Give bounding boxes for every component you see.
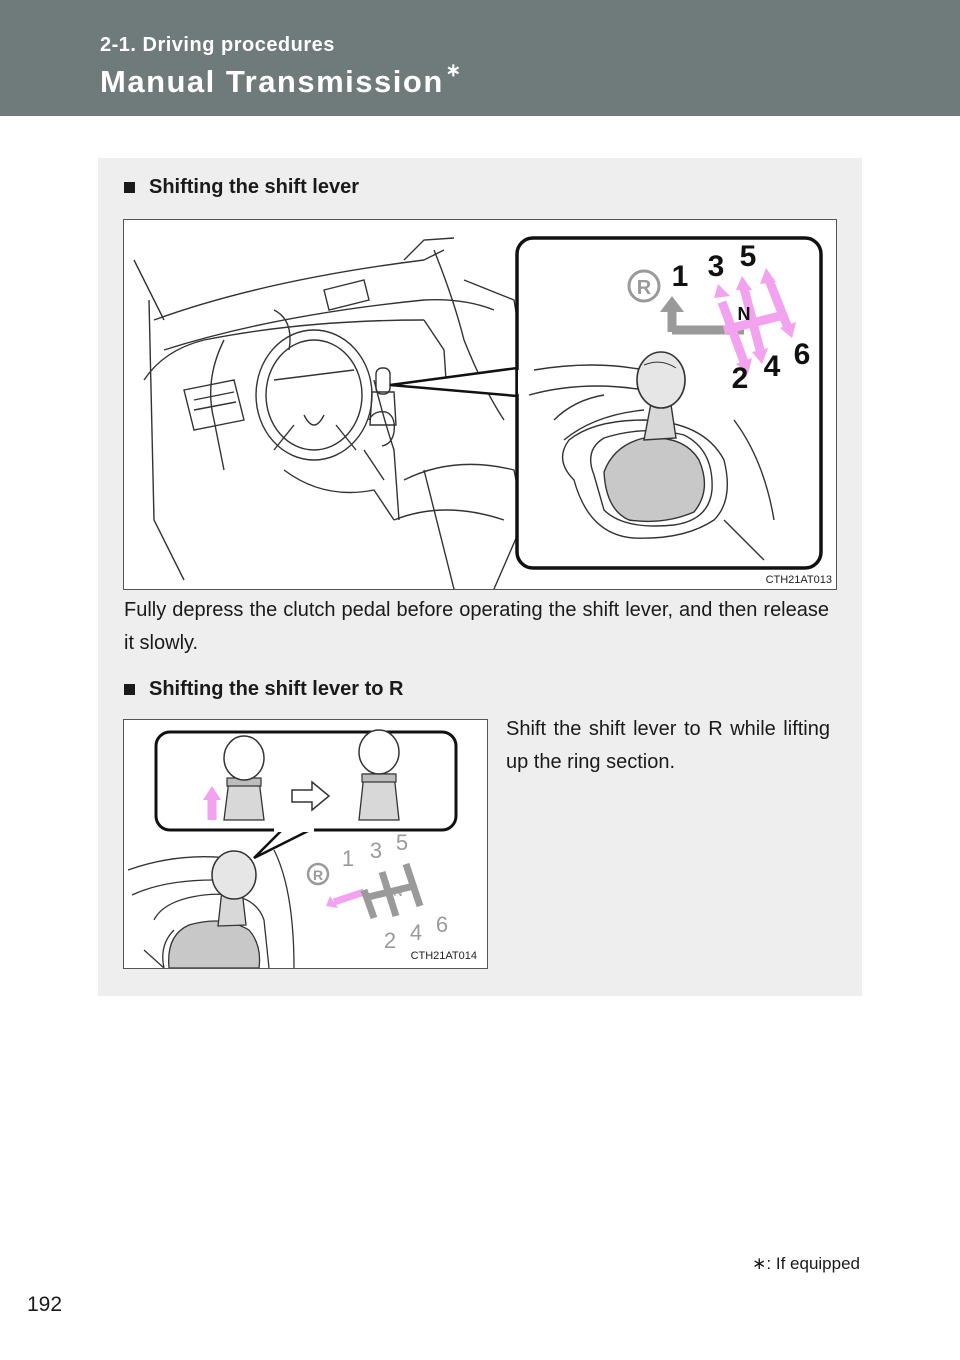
gear-4-label: 4	[763, 350, 781, 383]
figure-code: CTH21AT013	[765, 574, 832, 586]
gear-5-label: 5	[739, 240, 757, 273]
footnote: ∗: If equipped	[752, 1254, 860, 1273]
gear-1-label-2: 1	[341, 846, 355, 871]
instruction-text-2: Shift the shift lever to R while lifting up the ring section.	[506, 718, 830, 773]
figure-shift-lever	[123, 219, 837, 590]
gear-r-label-2: R	[312, 867, 324, 883]
gear-3-label: 3	[707, 250, 725, 283]
section-label: 2-1. Driving procedures	[100, 34, 335, 56]
gear-4-label-2: 4	[409, 920, 423, 945]
page-title-text: Manual Transmission	[100, 64, 444, 99]
gear-r-label: R	[636, 277, 652, 299]
subheading-shift-to-r	[124, 678, 403, 701]
square-bullet-icon	[124, 182, 135, 193]
subheading-shifting-text: Shifting the shift lever	[149, 176, 360, 198]
gear-2-label-2: 2	[383, 928, 397, 953]
gear-n-label: N	[737, 304, 751, 324]
gear-2-label: 2	[731, 362, 749, 395]
page-number: 192	[27, 1293, 63, 1316]
gear-6-label: 6	[793, 338, 811, 371]
gear-1-label: 1	[671, 260, 689, 293]
title-mark: ∗	[445, 60, 463, 80]
gear-5-label-2: 5	[395, 830, 409, 855]
figure-shift-to-r	[123, 719, 488, 969]
gear-6-label-2: 6	[435, 912, 449, 937]
subheading-shifting	[124, 176, 359, 199]
shift-to-r-illustration	[124, 720, 487, 968]
figure-code-2: CTH21AT014	[410, 950, 477, 962]
square-bullet-icon	[124, 684, 135, 695]
page-header	[0, 0, 960, 116]
gear-n-label-2: N	[393, 884, 403, 899]
gear-3-label-2: 3	[369, 838, 383, 863]
page-title	[100, 60, 463, 100]
instruction-text: Fully depress the clutch pedal before operating the shift lever, and then release it slowly.	[124, 599, 829, 654]
subheading-shift-to-r-text: Shifting the shift lever to R	[149, 678, 404, 700]
shift-lever-illustration	[124, 220, 836, 589]
